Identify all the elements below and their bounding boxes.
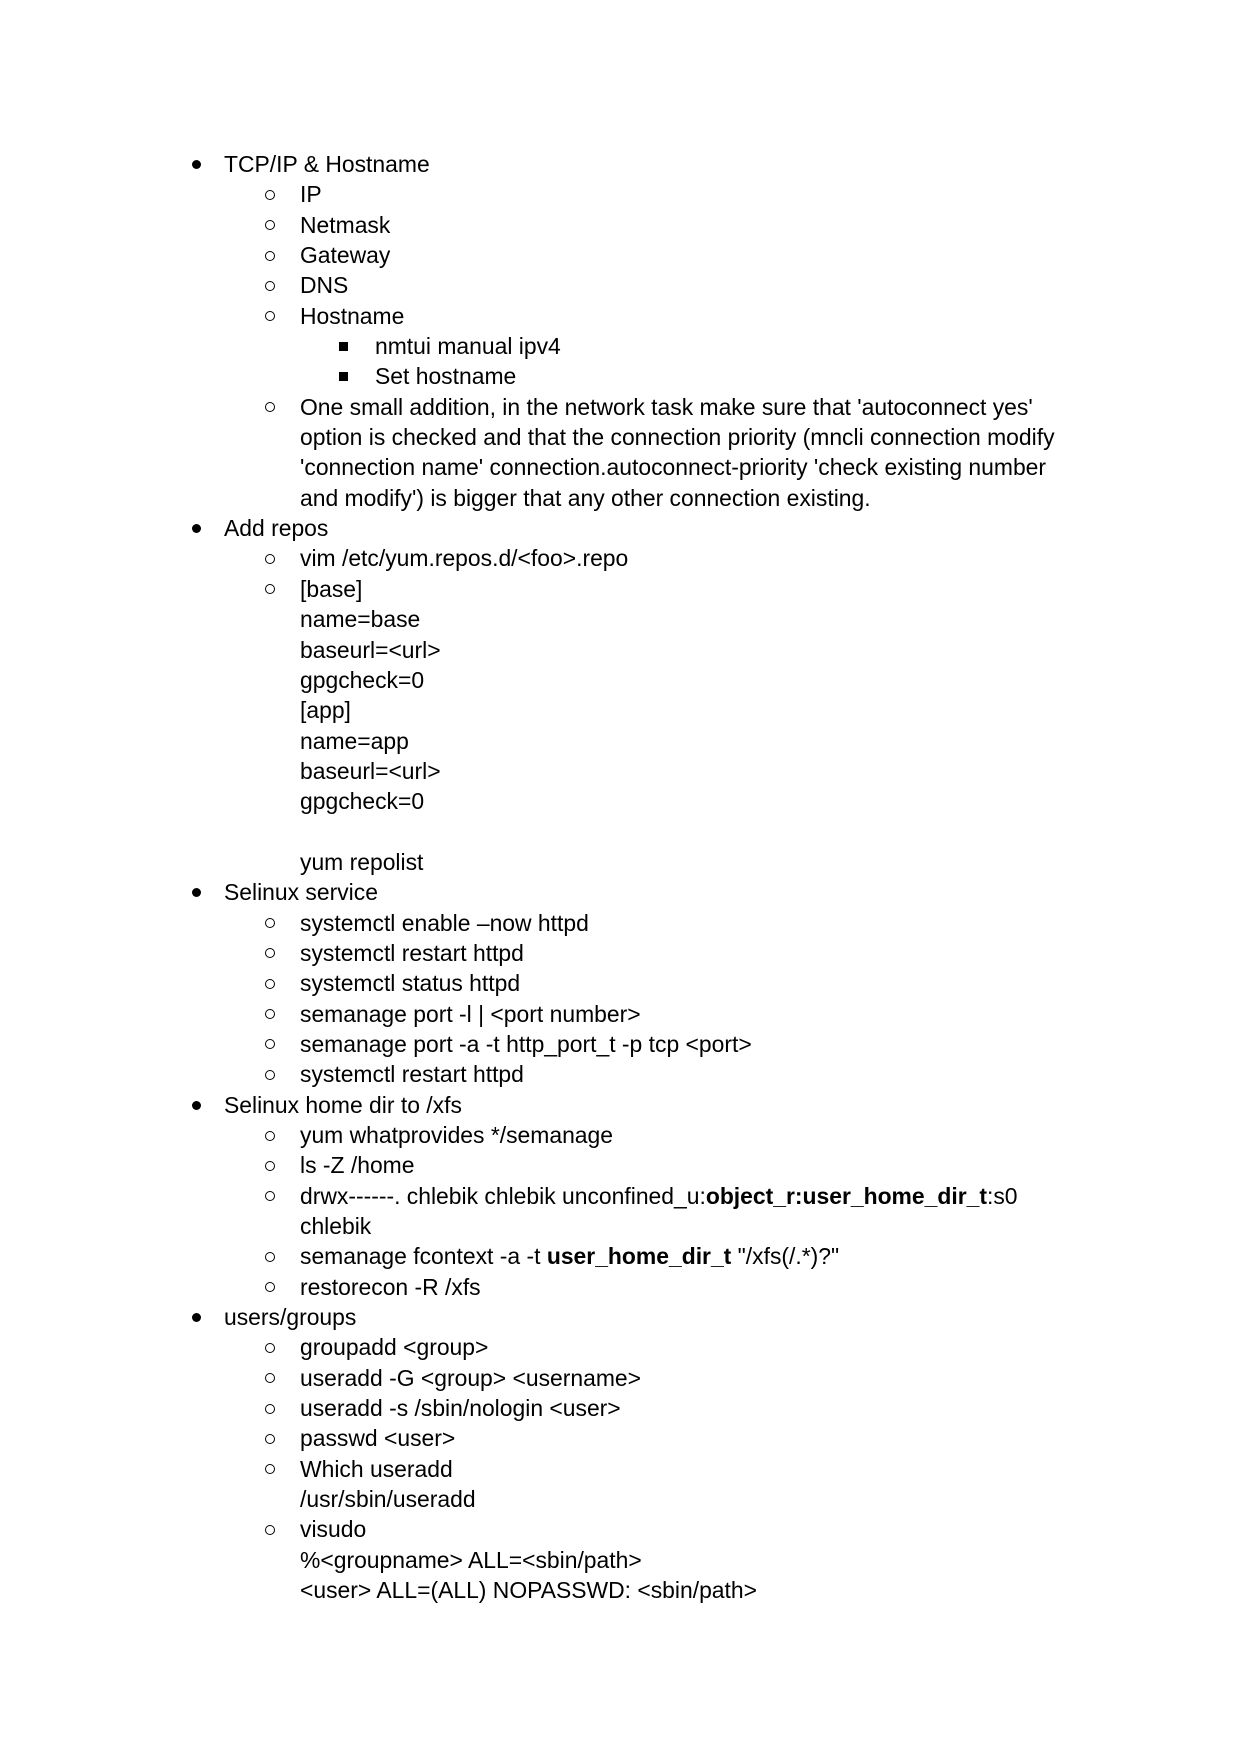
line-text: baseurl=<url> [300,757,441,784]
line-text: Netmask [300,211,391,238]
line-text: name=app [300,727,409,754]
line-text: gpgcheck=0 [300,666,425,693]
line-text: %<groupname> ALL=<sbin/path> [300,1546,642,1573]
line-text: ls -Z /home [300,1152,415,1179]
list-item [0,999,1242,1029]
line-text: systemctl restart httpd [300,939,524,966]
list-item [0,1393,1242,1423]
list-item-continuation [0,1211,1242,1241]
list-item-continuation [0,635,1242,665]
circle-bullet-icon [265,281,275,291]
list-item-continuation [0,726,1242,756]
list-item [0,938,1242,968]
list-item [0,1454,1242,1484]
line-text: Add repos [224,515,329,542]
circle-bullet-icon [265,1525,275,1535]
line-text: drwx------. chlebik chlebik unconfined_u:object_r:user_home_dir_t:s0 [300,1182,1018,1209]
list-item [0,1241,1242,1271]
line-text: restorecon -R /xfs [300,1273,481,1300]
list-item [0,1363,1242,1393]
line-text: and modify') is bigger that any other connection existing. [300,484,871,511]
line-text: [app] [300,697,351,724]
line-text: semanage port -l | <port number> [300,1000,641,1027]
circle-bullet-icon [265,1252,275,1262]
line-text: [base] [300,575,363,602]
circle-bullet-icon [265,948,275,958]
line-text: DNS [300,272,349,299]
list-item [0,1332,1242,1362]
line-text: nmtui manual ipv4 [375,333,561,360]
line-text: One small addition, in the network task make sure that 'autoconnect yes' [300,393,1033,420]
list-item [0,1059,1242,1089]
blank-line [0,817,1242,847]
line-text: Selinux service [224,879,378,906]
line-text: visudo [300,1516,367,1543]
line-text: yum whatprovides */semanage [300,1122,614,1148]
circle-bullet-icon [265,1070,275,1080]
circle-bullet-icon [265,190,275,200]
line-text: semanage fcontext -a -t user_home_dir_t "/xfs(/.*)?" [300,1243,840,1270]
list-item [0,908,1242,938]
square-bullet-icon [339,372,348,381]
circle-bullet-icon [265,1464,275,1474]
list-item [0,392,1242,422]
list-item [0,968,1242,998]
list-item [0,240,1242,270]
list-item [0,513,1242,543]
line-text: systemctl enable –now httpd [300,909,589,936]
list-item [0,574,1242,604]
list-item-continuation [0,786,1242,816]
document-content [0,149,1242,1606]
list-item [0,1120,1242,1150]
line-text: Hostname [300,302,405,329]
list-item-continuation [0,1575,1242,1605]
line-text: useradd -s /sbin/nologin <user> [300,1395,621,1422]
circle-bullet-icon [265,1404,275,1414]
circle-bullet-icon [265,1282,275,1292]
list-item-continuation [0,422,1242,452]
line-text: option is checked and that the connection priority (mncli connection modify [300,424,1055,451]
circle-bullet-icon [265,220,275,230]
list-item-continuation [0,483,1242,513]
circle-bullet-icon [265,979,275,989]
line-text: systemctl restart httpd [300,1061,524,1088]
line-text: useradd -G <group> <username> [300,1364,642,1391]
list-item [0,149,1242,179]
circle-bullet-icon [265,402,275,412]
line-text: /usr/sbin/useradd [300,1486,476,1513]
line-text: passwd <user> [300,1425,456,1452]
line-text: Set hostname [375,363,517,390]
list-item [0,1302,1242,1332]
line-text: vim /etc/yum.repos.d/<foo>.repo [300,545,629,572]
circle-bullet-icon [265,1343,275,1353]
list-item [0,1514,1242,1544]
line-text: chlebik [300,1213,372,1240]
list-item [0,543,1242,573]
line-text: <user> ALL=(ALL) NOPASSWD: <sbin/path> [300,1577,757,1604]
line-text: gpgcheck=0 [300,788,425,815]
line-text: Selinux home dir to /xfs [224,1091,462,1118]
circle-bullet-icon [265,311,275,321]
line-text: groupadd <group> [300,1334,489,1361]
list-item [0,1181,1242,1211]
line-text: semanage port -a -t http_port_t -p tcp <port> [300,1030,752,1057]
line-text: IP [300,181,322,208]
circle-bullet-icon [265,1131,275,1141]
list-item [0,210,1242,240]
disc-bullet-icon [192,160,201,169]
line-text: users/groups [224,1304,357,1331]
disc-bullet-icon [192,524,201,533]
list-item [0,301,1242,331]
line-text: 'connection name' connection.autoconnect-priority 'check existing number [300,454,1047,481]
list-item [0,1423,1242,1453]
circle-bullet-icon [265,554,275,564]
line-text: yum repolist [300,848,424,875]
circle-bullet-icon [265,1039,275,1049]
list-item [0,331,1242,361]
list-item-continuation [0,695,1242,725]
line-text: Gateway [300,242,391,269]
circle-bullet-icon [265,918,275,928]
list-item-continuation [0,1545,1242,1575]
line-text: name=base [300,606,421,633]
list-item-continuation [0,756,1242,786]
list-item-continuation [0,665,1242,695]
list-item-continuation [0,847,1242,877]
line-text: Which useradd [300,1455,453,1482]
list-item [0,361,1242,391]
list-item-continuation [0,604,1242,634]
list-item [0,179,1242,209]
disc-bullet-icon [192,888,201,897]
circle-bullet-icon [265,1161,275,1171]
list-item [0,1150,1242,1180]
square-bullet-icon [339,342,348,351]
list-item [0,877,1242,907]
circle-bullet-icon [265,584,275,594]
list-item [0,1272,1242,1302]
circle-bullet-icon [265,1434,275,1444]
list-item [0,1090,1242,1120]
circle-bullet-icon [265,1009,275,1019]
line-text: TCP/IP & Hostname [224,151,430,177]
list-item [0,1029,1242,1059]
list-item-continuation [0,452,1242,482]
line-text: systemctl status httpd [300,970,521,997]
disc-bullet-icon [192,1313,201,1322]
list-item-continuation [0,1484,1242,1514]
circle-bullet-icon [265,1191,275,1201]
disc-bullet-icon [192,1101,201,1110]
list-item [0,270,1242,300]
line-text: baseurl=<url> [300,636,441,663]
circle-bullet-icon [265,251,275,261]
circle-bullet-icon [265,1373,275,1383]
